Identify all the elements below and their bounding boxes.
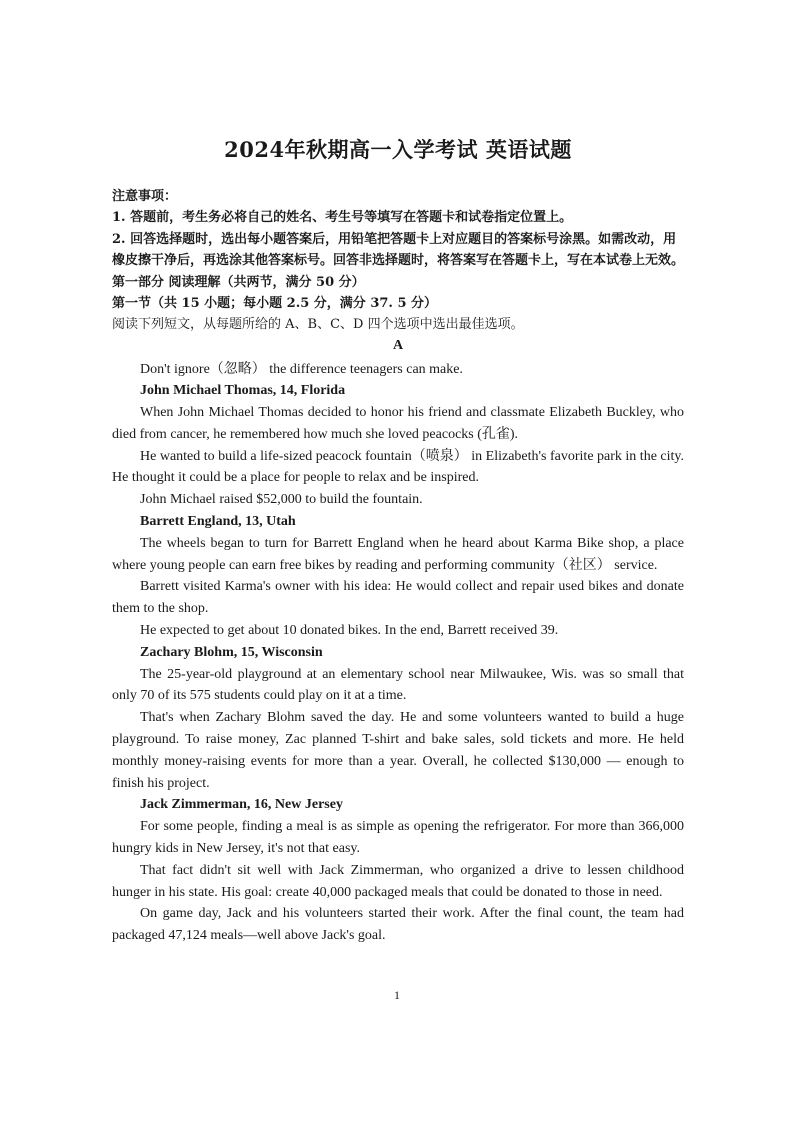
profile-paragraph: That fact didn't sit well with Jack Zimmerman, who organized a drive to lessen childhood hunger in his state. His goal: create 40,000 packaged meals that could be donated to those in need. xyxy=(112,862,684,900)
profile-paragraph: Barrett visited Karma's owner with his idea: He would collect and repair used bikes and donate them to the shop. xyxy=(112,579,684,617)
notice-item-1: 1. 答题前，考生务必将自己的姓名、考生号等填写在答题卡和试卷指定位置上。 xyxy=(112,210,573,225)
profile-paragraph: John Michael raised $52,000 to build the fountain. xyxy=(140,492,423,508)
profile-paragraph: For some people, finding a meal is as simple as opening the refrigerator. For more than 366,000 hungry kids in New Jersey, it's not that easy. xyxy=(112,819,684,857)
notice-heading: 注意事项： xyxy=(112,189,178,204)
notice-item-2: 2. 回答选择题时，选出每小题答案后，用铅笔把答题卡上对应题目的答案标号涂黑。如需改动，用橡皮擦干净后，再选涂其他答案标号。回答非选择题时，将答案写在答题卡上，写在本试卷上无效。 xyxy=(112,231,685,268)
passage-intro: Don't ignore（忽略） the difference teenagers can make. xyxy=(140,361,463,377)
section-heading: 第一节（共 15 小题；每小题 2.5 分，满分 37. 5 分） xyxy=(112,295,438,311)
instructions: 阅读下列短文，从每题所给的 A、B、C、D 四个选项中选出最佳选项。 xyxy=(112,316,524,332)
profile-heading: Barrett England, 13, Utah xyxy=(140,514,296,530)
profile-heading: Jack Zimmerman, 16, New Jersey xyxy=(140,797,343,813)
profile-heading: John Michael Thomas, 14, Florida xyxy=(140,383,346,399)
passage xyxy=(112,359,684,948)
profile-paragraph: He expected to get about 10 donated bikes. In the end, Barrett received 39. xyxy=(140,623,559,639)
page-title: 2024年秋期高一入学考试 英语试题 xyxy=(224,137,572,162)
page-number: 1 xyxy=(394,988,400,1002)
profile-paragraph: He wanted to build a life-sized peacock fountain（喷泉） in Elizabeth's favorite park in the city. He thought it could be a place for people to relax and be inspired. xyxy=(112,448,684,486)
profile-paragraph: On game day, Jack and his volunteers started their work. After the final count, the team had packaged 47,124 meals—well above Jack's goal. xyxy=(112,906,684,944)
profile-paragraph: That's when Zachary Blohm saved the day. He and some volunteers wanted to build a huge playground. To raise money, Zac planned T-shirt and bake sales, sold tickets and more. He held monthly money-raising events for more than a year. Overall, he collected $130,000 — enough to finish his project. xyxy=(112,710,684,791)
passage-label: A xyxy=(392,337,404,353)
profile-paragraph: When John Michael Thomas decided to honor his friend and classmate Elizabeth Buckley, who died from cancer, he remembered how much she loved peacocks (孔雀). xyxy=(112,405,684,442)
profile-heading: Zachary Blohm, 15, Wisconsin xyxy=(140,644,323,660)
profile-paragraph: The 25-year-old playground at an elementary school near Milwaukee, Wis. was so small that only 70 of its 575 students could play on it at a time. xyxy=(112,666,684,704)
profile-paragraph: The wheels began to turn for Barrett England when he heard about Karma Bike shop, a place where young people can earn free bikes by reading and performing community（社区） service. xyxy=(112,535,684,573)
notice-section xyxy=(112,186,684,272)
part-heading: 第一部分 阅读理解（共两节，满分 50 分） xyxy=(112,274,365,290)
